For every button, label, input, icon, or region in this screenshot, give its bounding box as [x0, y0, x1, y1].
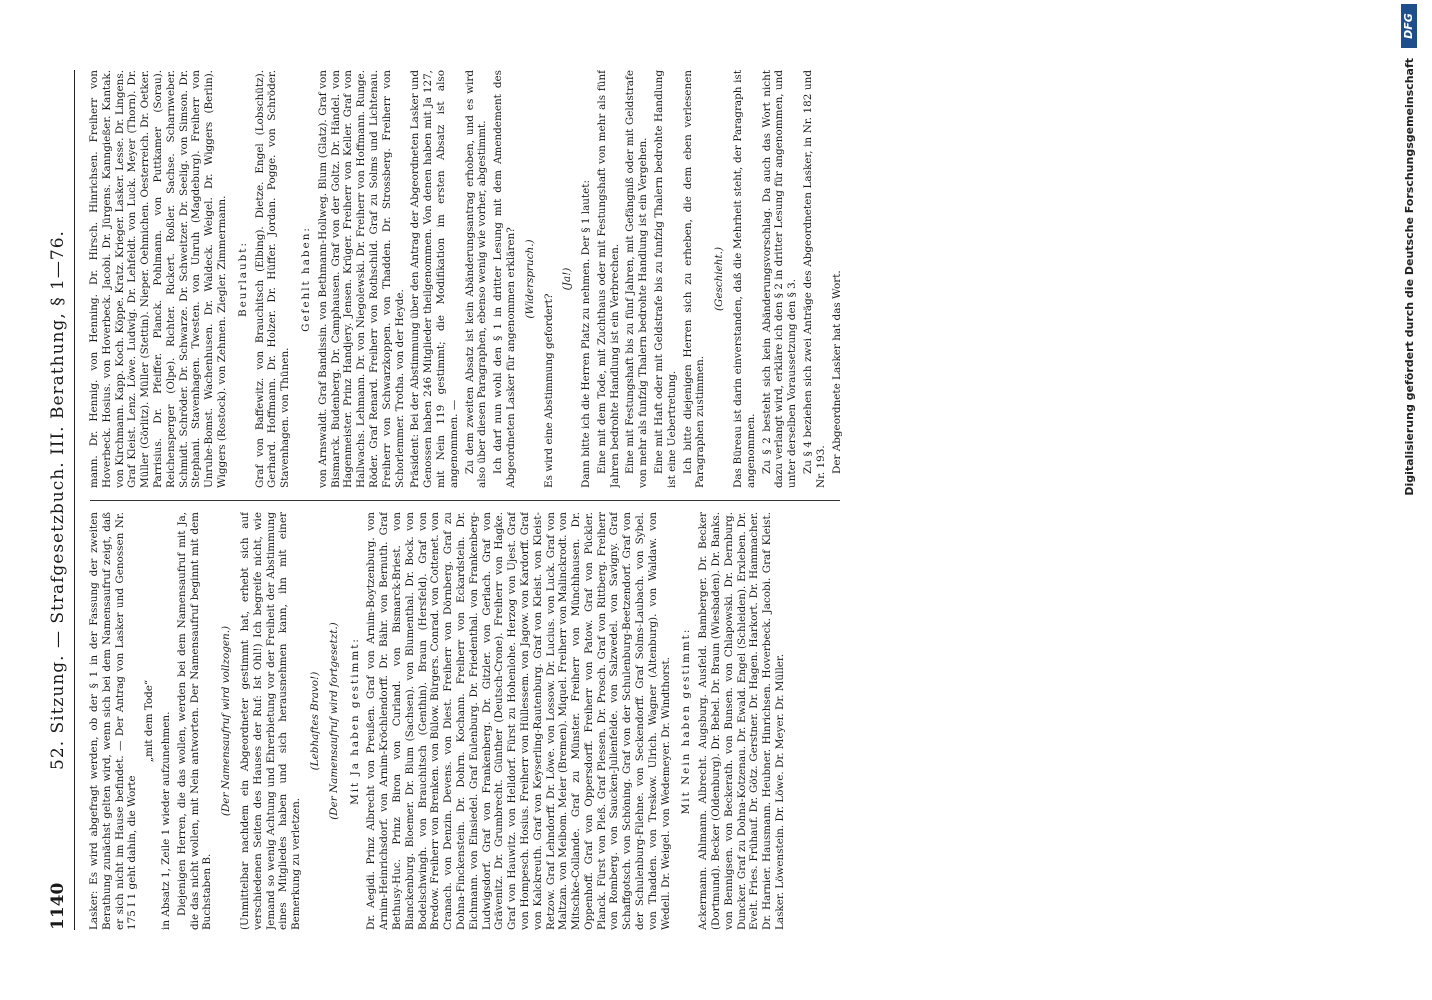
paragraph: in Absatz 1, Zeile 1 wieder aufzunehmen. — [159, 711, 172, 930]
stage-direction: (Lebhaftes Bravo!) — [308, 671, 321, 771]
paragraph: Es wird eine Abstimmung gefordert? — [542, 293, 555, 488]
paragraph: Graf von Baffewitz. von Brauchitsch (Elbing). Dietze. Engel (Lobschütz). Gerhard. Hoffmann. Dr. Holzer. Dr. Hüffer. Jordan. Pogge. von Schröder. Stavenhagen. von Thünen. — [253, 70, 292, 488]
page-number: 1140 — [48, 882, 68, 930]
paragraph: Zu § 2 besteht sich kein Abänderungsvorschlag. Da auch das Wort nicht dazu verlangt wird, erkläre ich den § 2 in dritter Lesung für angenommen, und unter derselben Voraussetzung den § 3. — [760, 70, 799, 488]
paragraph: Zu § 4 beziehen sich zwei Anträge des Abgeordneten Lasker, in Nr. 182 und Nr. 193. — [802, 70, 827, 488]
right-column — [88, 70, 848, 488]
paragraph: mann. Dr. Hennig. von Henning. Dr. Hirsch. Hinrichsen. Freiherr von Hoverbeck. Hosius. von Hoverbeck. Jacobi. Dr. Jürgens. Kanngießer. Kantak. von Kirchmann. Kapp. Koch. Köppe. Kratz. Krieger. Lasker. Lesse. Dr. Lingens. Graf Kleist. Lenz. Löwe. Ludwig. Dr. Lehfeldt. von Luck. Meyer (Thorn). Dr. Müller (Görlitz). Müller (Stettin). Nieper. Oehmichen. Oesterreich. Dr. Oetker. Parrisius. Dr. Pfeiffer. Planck. Pohlmann. von Puttkamer (Sorau). Reichensperger (Olpe). Richter. Rickert. Roßler. Sachse. Scharnweber. Schmidt. Schröder. Dr. Schwarze. Dr. Schweitzer. Dr. Seelig. von Simson. Dr. Stephani. Stavenhagen. Twesten. von Unruh (Magdeburg). Freiherr von Unruhe-Bomst. Wachenhusen. Dr. Waldeck. Weigel. Dr. Wiggers (Berlin). Wiggers (Rostock). von Zehmen. Ziegler. Zimmermann. — [88, 70, 228, 488]
digitization-footer — [1395, 0, 1425, 1000]
paragraph: Ich bitte diejenigen Herren sich zu erheben, die dem eben verlesenen Paragraphen zustimmen. — [681, 70, 707, 488]
paragraph: Eine mit Festungshaft bis zu fünf Jahren, mit Gefängniß oder mit Geldstrafe von mehr als funfzig Thalern bedrohte Handlung ist ein Vergehen. — [624, 70, 650, 488]
page-header — [40, 70, 75, 930]
paragraph: Der Abgeordnete Lasker hat das Wort. — [830, 270, 843, 474]
running-title: 52. Sitzung. — Strafgesetzbuch. III. Berathung, § 1—76. — [48, 230, 68, 770]
paragraph: Zu dem zweiten Absatz ist kein Abänderungsantrag erhoben, und es wird also über diesen Paragraphen, ebenso wenig wie vorher, abgestimmt. — [463, 70, 489, 488]
paragraph: Lasker: Es wird abgefragt werden, ob der § 1 in der Fassung der zweiten Berathung zunächst gelten wird, wenn sich bei dem Namensaufruf zeigt, daß er sich nicht im Hause befindet. — Der Antrag von Lasker und Genossen Nr. 175 I 1 geht dahin, die Worte — [88, 512, 139, 930]
paragraph: Eine mit Haft oder mit Geldstrafe bis zu funfzig Thalern bedrohte Handlung ist eine Uebertretung. — [653, 70, 678, 488]
paragraph: Das Büreau ist darin einverstanden, daß die Mehrheit steht, der Paragraph ist angenommen. — [732, 70, 757, 488]
column-divider — [90, 500, 840, 501]
paragraph: (Unmittelbar nachdem ein Abgeordneter gestimmt hat, erhebt sich auf verschiedenen Seiten des Hauses der Ruf: Ist Ohl!) Ich begreife nicht, wie Jemand so wenig Achtung und Ehrerbietung vor der Freiheit der Abstimmung eines Mitgliedes haben und sich herausnehmen kann, ihn mit einer Bemerkung zu verletzen. — [238, 512, 303, 930]
left-column — [88, 512, 848, 930]
vote-heading: Mit Ja haben gestimmt: — [348, 637, 361, 805]
stage-direction: (Ja!) — [561, 267, 574, 291]
paragraph: Diejenigen Herren, die das wollen, werden bei dem Namensaufruf mit Ja, die das nicht wollen, mit Nein antworten. Der Namensaufruf beginnt mit dem Buchstaben B. — [175, 512, 214, 930]
dfg-logo: DFG — [1401, 4, 1417, 48]
stage-direction: (Geschieht.) — [713, 246, 726, 312]
paragraph: Präsident: Bei der Abstimmung über den Antrag der Abgeordneten Lasker und Genossen haben 246 Mitglieder theilgenommen. Von denen haben mit Ja 127, mit Nein 119 gestimmt; die Modifikation im ersten Absatz ist also angenommen. — — [409, 70, 460, 488]
stage-direction: (Widerspruch.) — [523, 239, 536, 319]
digitization-note: Digitalisierung gefördert durch die Deutsche Forschungsgemeinschaft — [1403, 58, 1416, 496]
paragraph: Dann bitte ich die Herren Platz zu nehmen. Der § 1 lautet: — [580, 180, 593, 488]
quoted-text: „mit dem Tode“ — [143, 679, 156, 763]
paragraph: Ich darf nun wohl den § 1 in dritter Lesung mit dem Amendement des Abgeordneten Lasker für angenommen erklären? — [492, 70, 517, 488]
paragraph: von Arnswaldt. Graf Bandissin. von Bethmann-Hollweg. Blum (Glatz). Graf von Bismarck. Budenberg. Dr. Camphausen. Graf von der Goltz. Dr. Händel. von Hagenmeister. Prinz Handjery. Jensen. Krüger. Freiherr von Keller. Graf von Hallwachs. Lehmann. Dr. von Niegolewski. Dr. Freiherr von Hoffmann. Runge. Röder. Graf Renard. Freiherr von Rothschild. Graf zu Solms und Lichtenau. Freiherr von Schwarzkoppen. von Thadden. Dr. Strossberg. Freiherr von Schorlemmer. Trotha. von der Heyde. — [316, 70, 406, 488]
paragraph: Dr. Aegidi. Prinz Albrecht von Preußen. Graf von Arnim-Boytzenburg. von Arnim-Heinrichsdorf. von Arnim-Kröchlendorff. Dr. Bähr. von Bernuth. Graf Bethusy-Huc. Prinz Biron von Curland. von Bismarck-Briest. von Blanckenburg. Bloemer. Dr. Blum (Sachsen). von Blumenthal. Dr. Bock. von Bodelschwingh. von Brauchitsch (Genthin). Braun (Hersfeld). Graf von Bredow. Freiherr von Brenken. von Bülow. Bürgers. Conrad. von Cottenet. von Cranach. von Denzin. Devens. von Diest. Freiherr von Dörnberg. Graf zu Dohna-Finckenstein. Dr. Dohrn. Kochann. Freiherr von Eckardstein. Dr. Eichmann. von Einsiedel. Graf Eulenburg. Dr. Friedenthal. von Frankenberg-Ludwigsdorf. Graf von Frankenberg. Dr. Gitzler. von Gerlach. Graf von Grävenitz. Dr. Grumbrecht. Günther (Deutsch-Crone). Freiherr von Hagke. Graf von Hauwitz. von Helldorf. Fürst zu Hohenlohe. Herzog von Ujest. Graf von Hompesch. Hosius. Freiherr von Hüllessem. von Jagow. von Kardorff. Graf von Kalckreuth. Graf von Keyserling-Rautenburg. Graf von Kleist. von Kleist-Retzow. Graf Lehndorff. Dr. Löwe. von Lossow. Dr. Lucius. von Luck. Graf von Maltzan. von Meibom. Meier (Bremen). Miquel. Freiherr von Malinckrodt. von Mitschke-Collande. Graf zu Münster. Freiherr von Münchhausen. Dr. Oppenhoff. Graf von Oppersdorff. Freiherr von Patow. Graf von Pückler. Planck. Fürst von Pleß. Graf Plessen. Dr. Prosch. Graf von Rittberg. Freiherr von Romberg. von Saucken-Julienfelde. von Salzwedel. von Savigny. Graf Schaffgotsch. von Schöning. Graf von der Schulenburg-Beetzendorf. Graf von der Schulenburg-Filehne. von Seckendorff. Graf Solms-Laubach. von Sybel. von Thadden. von Treskow. Ulrich. Wagner (Altenburg). von Waldaw. von Wedell. Dr. Weigel. von Wedemeyer. Dr. Windthorst. — [365, 512, 672, 930]
stage-direction: (Der Namensaufruf wird vollzogen.) — [220, 625, 233, 817]
vote-heading: Gefehlt haben: — [299, 226, 312, 332]
stage-direction: (Der Namensaufruf wird fortgesetzt.) — [327, 622, 340, 820]
paragraph: Ackermann. Ahlmann. Albrecht. Augsburg. Ausfeld. Bamberger. Dr. Becker (Dortmund). Becker (Oldenburg). Dr. Bebel. Dr. Braun (Wiesbaden). Dr. Banks. von Bennigsen. von Beckerath. von Bunsen. von Chlapowski. Dr. Dernburg. Duncker. Graf zu Dohna-Kotzenau. Dr. Ewald. Engel (Schleiden). Erxleben. Dr. Evelt. Fries. Frühauf. Dr. Götz. Gerstner. Dr. Hagen. Harkort. Dr. Hammacher. Dr. Harnier. Hausmann. Heubner. Hinrichsen. Hoverbeck. Jacobi. Graf Kleist. Lasker. Löwenstein. Dr. Löwe. Dr. Meyer. Dr. Müller. — [697, 512, 787, 930]
vote-heading: Beurlaubt: — [236, 241, 249, 317]
vote-heading: Mit Nein haben gestimmt: — [680, 627, 693, 815]
paragraph: Eine mit dem Tode, mit Zuchthaus oder mit Festungshaft von mehr als fünf Jahren bedrohte Handlung ist ein Verbrechen. — [595, 70, 621, 488]
